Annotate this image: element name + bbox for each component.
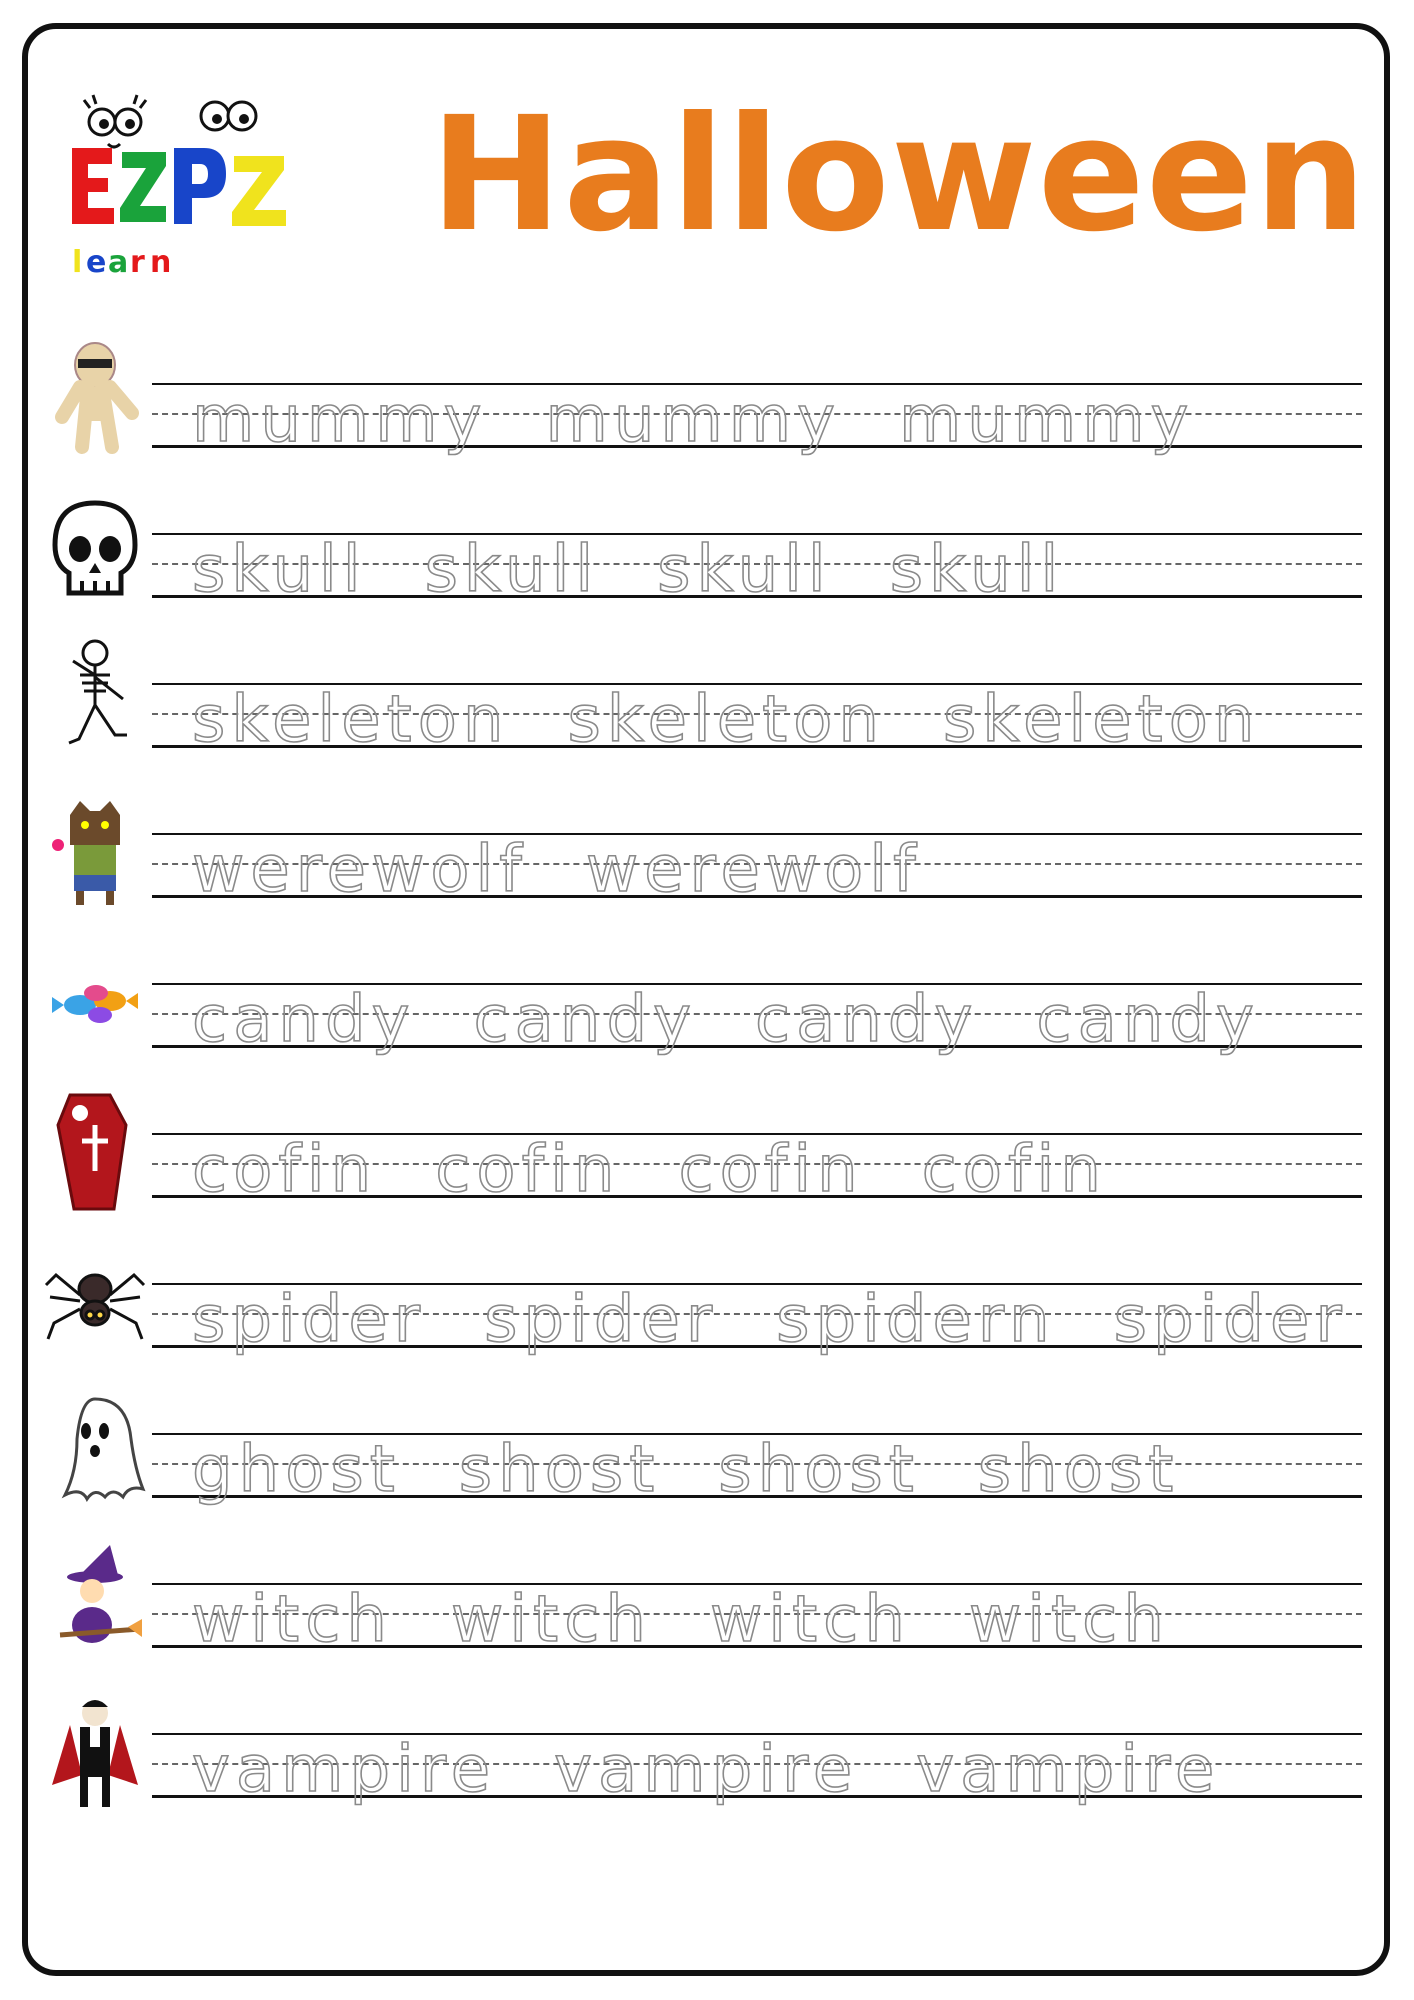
mummy-icon [40, 335, 150, 465]
trace-word: shost [718, 1433, 920, 1507]
trace-word: candy [754, 983, 979, 1057]
handwriting-guides[interactable] [152, 1105, 1362, 1225]
trace-word: mummy [545, 383, 841, 457]
tracing-row-skull [0, 505, 1414, 625]
trace-word: cofin [921, 1133, 1107, 1207]
trace-word: shost [977, 1433, 1180, 1507]
trace-word: witch [450, 1583, 652, 1657]
handwriting-guides[interactable] [152, 505, 1362, 625]
page-title: Halloween [430, 83, 1368, 267]
trace-word: skeleton [192, 683, 510, 757]
trace-word: spidern [776, 1283, 1056, 1357]
skeleton-icon [40, 635, 150, 765]
handwriting-guides[interactable] [152, 1255, 1362, 1375]
trace-word: mummy [192, 383, 488, 457]
trace-word: ghost [192, 1433, 401, 1507]
spider-icon [40, 1235, 150, 1365]
trace-words [192, 375, 1362, 465]
trace-word: witch [709, 1583, 911, 1657]
trace-words [192, 1575, 1362, 1665]
svg-text:a: a [108, 245, 129, 280]
handwriting-guides[interactable] [152, 1555, 1362, 1675]
trace-word: skull [192, 533, 367, 607]
trace-word: vampire [916, 1733, 1221, 1807]
trace-word: werewolf [585, 833, 922, 907]
svg-text:l: l [72, 245, 83, 280]
trace-word: shost [458, 1433, 661, 1507]
tracing-row-spider [0, 1255, 1414, 1375]
tracing-row-skeleton [0, 655, 1414, 775]
tracing-row-werewolf [0, 805, 1414, 925]
trace-word: candy [192, 983, 416, 1057]
skull-icon [40, 485, 150, 615]
handwriting-guides[interactable] [152, 1405, 1362, 1525]
trace-words [192, 975, 1362, 1065]
handwriting-guides[interactable] [152, 655, 1362, 775]
ghost-icon [40, 1385, 150, 1515]
vampire-icon [40, 1685, 150, 1815]
handwriting-guides[interactable] [152, 805, 1362, 925]
tracing-row-witch [0, 1555, 1414, 1675]
trace-word: cofin [192, 1133, 378, 1207]
trace-word: witch [192, 1583, 393, 1657]
candy-icon [40, 935, 150, 1065]
trace-words [192, 1425, 1362, 1515]
logo-letters [72, 148, 286, 226]
trace-word: spider [192, 1283, 427, 1357]
trace-words [192, 1725, 1362, 1815]
ezpz-learn-logo [50, 90, 310, 280]
handwriting-guides[interactable] [152, 1705, 1362, 1825]
svg-text:n: n [150, 245, 172, 280]
trace-word: vampire [192, 1733, 497, 1807]
tracing-row-ghost [0, 1405, 1414, 1525]
trace-word: candy [473, 983, 697, 1057]
trace-word: cofin [678, 1133, 864, 1207]
trace-word: skull [424, 533, 600, 607]
svg-text:r: r [130, 245, 145, 280]
trace-word: skeleton [942, 683, 1261, 757]
trace-word: werewolf [192, 833, 528, 907]
werewolf-icon [40, 785, 150, 915]
tracing-row-candy [0, 955, 1414, 1075]
svg-text:e: e [86, 245, 107, 280]
trace-word: witch [968, 1583, 1170, 1657]
trace-word: vampire [554, 1733, 859, 1807]
coffin-icon [40, 1085, 150, 1215]
trace-words [192, 1275, 1362, 1365]
tracing-row-vampire [0, 1705, 1414, 1825]
logo-learn-text [72, 245, 171, 280]
trace-word: spider [1113, 1283, 1348, 1357]
trace-word: skull [889, 533, 1065, 607]
trace-word: cofin [435, 1133, 621, 1207]
handwriting-guides[interactable] [152, 355, 1362, 475]
trace-word: spider [484, 1283, 719, 1357]
trace-words [192, 825, 1362, 915]
tracing-row-cofin [0, 1105, 1414, 1225]
trace-word: candy [1036, 983, 1260, 1057]
trace-words [192, 675, 1362, 765]
trace-word: skull [657, 533, 832, 607]
trace-words [192, 525, 1362, 615]
trace-word: mummy [898, 383, 1195, 457]
witch-icon [40, 1535, 150, 1665]
tracing-row-mummy [0, 355, 1414, 475]
handwriting-guides[interactable] [152, 955, 1362, 1075]
trace-word: skeleton [567, 683, 885, 757]
trace-words [192, 1125, 1362, 1215]
